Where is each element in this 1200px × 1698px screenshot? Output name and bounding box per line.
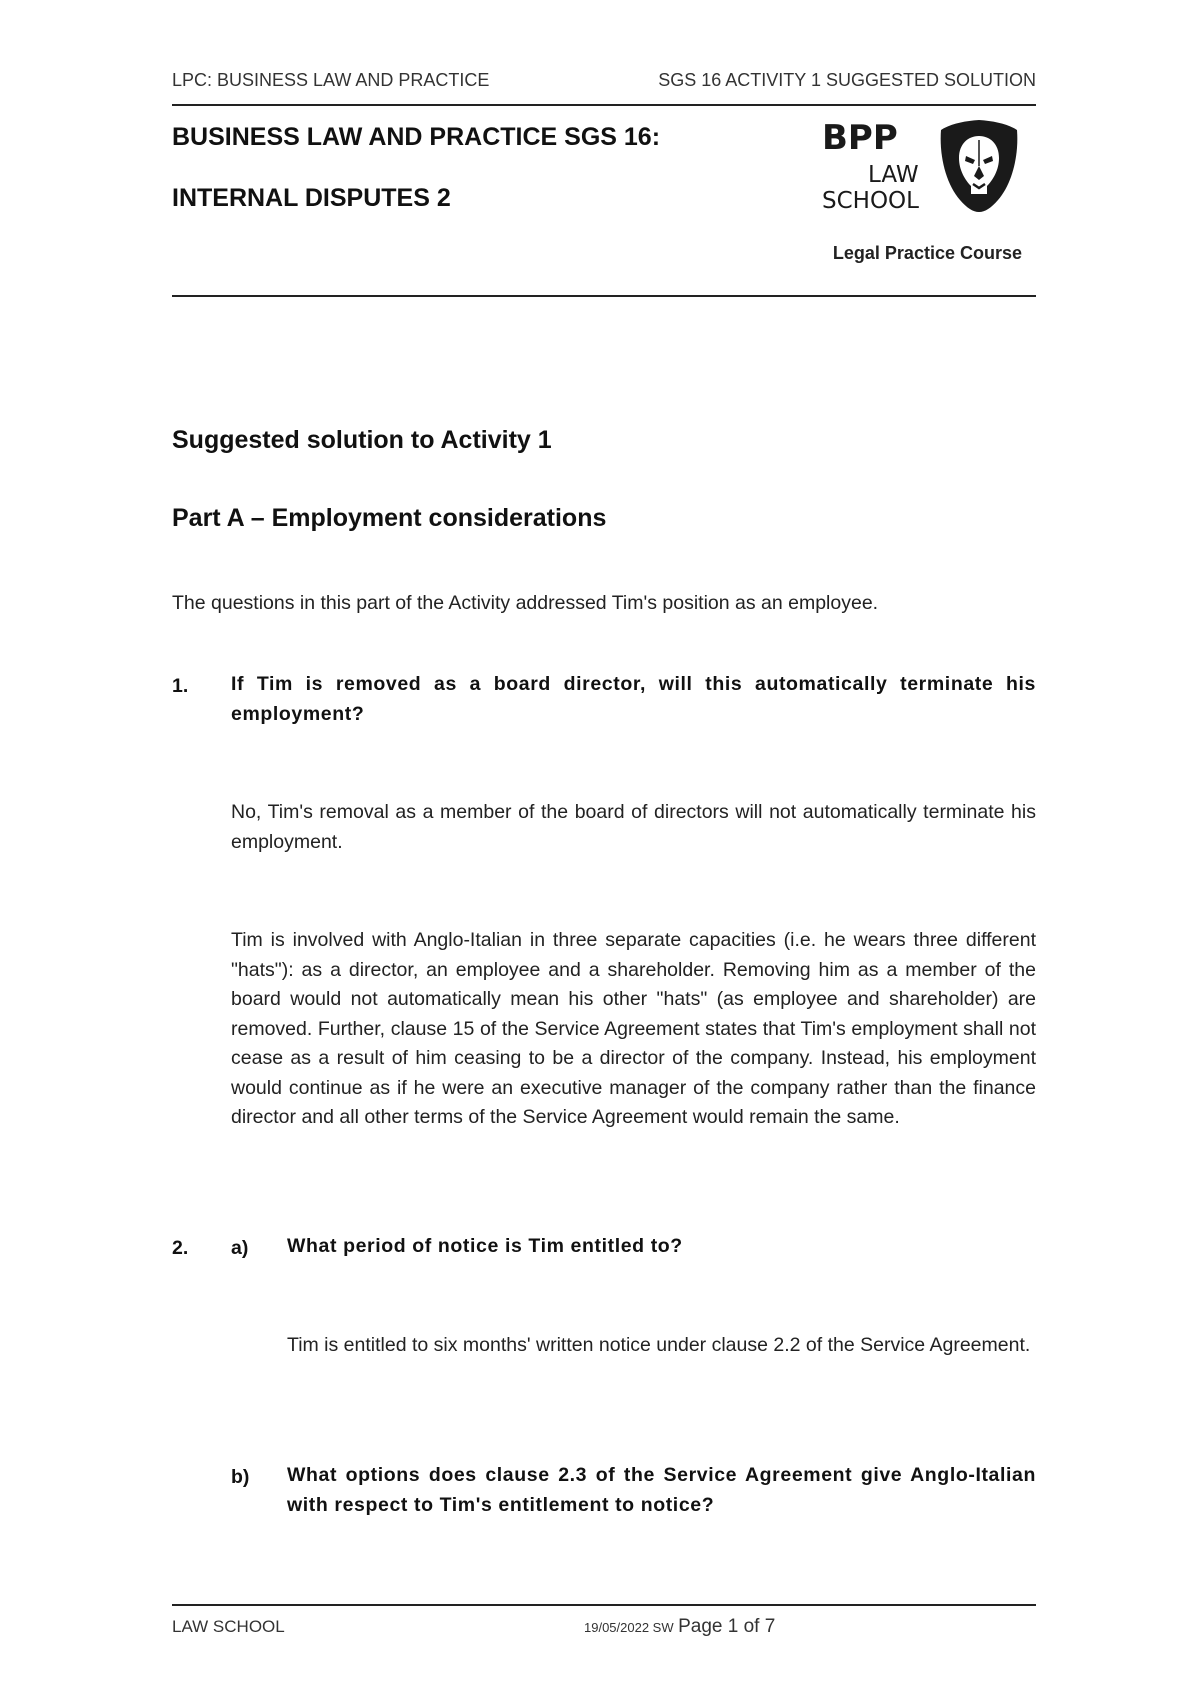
logo-word-school: SCHOOL <box>822 188 919 214</box>
title-rule <box>172 295 1036 297</box>
question-2a-label: a) <box>231 1237 249 1259</box>
answer-1-paragraph-1: No, Tim's removal as a member of the board of directors will not automatically terminate his employment. <box>231 801 1036 853</box>
footer-left: LAW SCHOOL <box>172 1617 285 1636</box>
question-2a-text: What period of notice is Tim entitled to? <box>287 1235 683 1257</box>
document-title-line2: INTERNAL DISPUTES 2 <box>172 184 451 212</box>
footer-page-number: Page 1 of 7 <box>678 1616 776 1637</box>
question-1-text: If Tim is removed as a board director, will this automatically terminate his employment? <box>231 673 1036 725</box>
footer-date: 19/05/2022 SW <box>584 1620 674 1635</box>
footer-rule <box>172 1604 1036 1606</box>
question-1-number: 1. <box>172 675 189 697</box>
question-2-number: 2. <box>172 1237 189 1259</box>
running-header-left: LPC: BUSINESS LAW AND PRACTICE <box>172 70 490 90</box>
logo-subtitle: Legal Practice Course <box>832 243 1022 263</box>
footer-page-info <box>584 1616 775 1638</box>
running-header-right: SGS 16 ACTIVITY 1 SUGGESTED SOLUTION <box>658 70 1036 90</box>
answer-2a-paragraph: Tim is entitled to six months' written notice under clause 2.2 of the Service Agreement. <box>287 1334 1031 1356</box>
part-heading: Part A – Employment considerations <box>172 504 607 532</box>
logo-word-law: LAW <box>868 162 919 188</box>
header-rule <box>172 104 1036 106</box>
intro-paragraph: The questions in this part of the Activity addressed Tim's position as an employee. <box>172 592 879 614</box>
answer-1-paragraph-2: Tim is involved with Anglo-Italian in three separate capacities (i.e. he wears three different "hats"): as a director, an employee and a shareholder. Removing him as a member of the board would not automatically mean his other "hats" (as employee and shareholder) are removed. Further, clause 15 of the Service Agreement states that Tim's employment shall not cease as a result of him ceasing to be a director of the company. Instead, his employment would continue as if he were an executive manager of the company rather than the finance director and all other terms of the Service Agreement would remain the same. <box>231 929 1036 1128</box>
document-title-line1: BUSINESS LAW AND PRACTICE SGS 16: <box>172 123 661 151</box>
logo-word-bpp: BPP <box>822 118 898 158</box>
lion-head-icon <box>938 118 1020 214</box>
question-2b-label: b) <box>231 1466 250 1488</box>
solution-heading: Suggested solution to Activity 1 <box>172 426 552 454</box>
bpp-logo <box>820 118 920 218</box>
question-2b-text: What options does clause 2.3 of the Service Agreement give Anglo-Italian with respect to Tim's entitlement to notice? <box>287 1464 1036 1516</box>
